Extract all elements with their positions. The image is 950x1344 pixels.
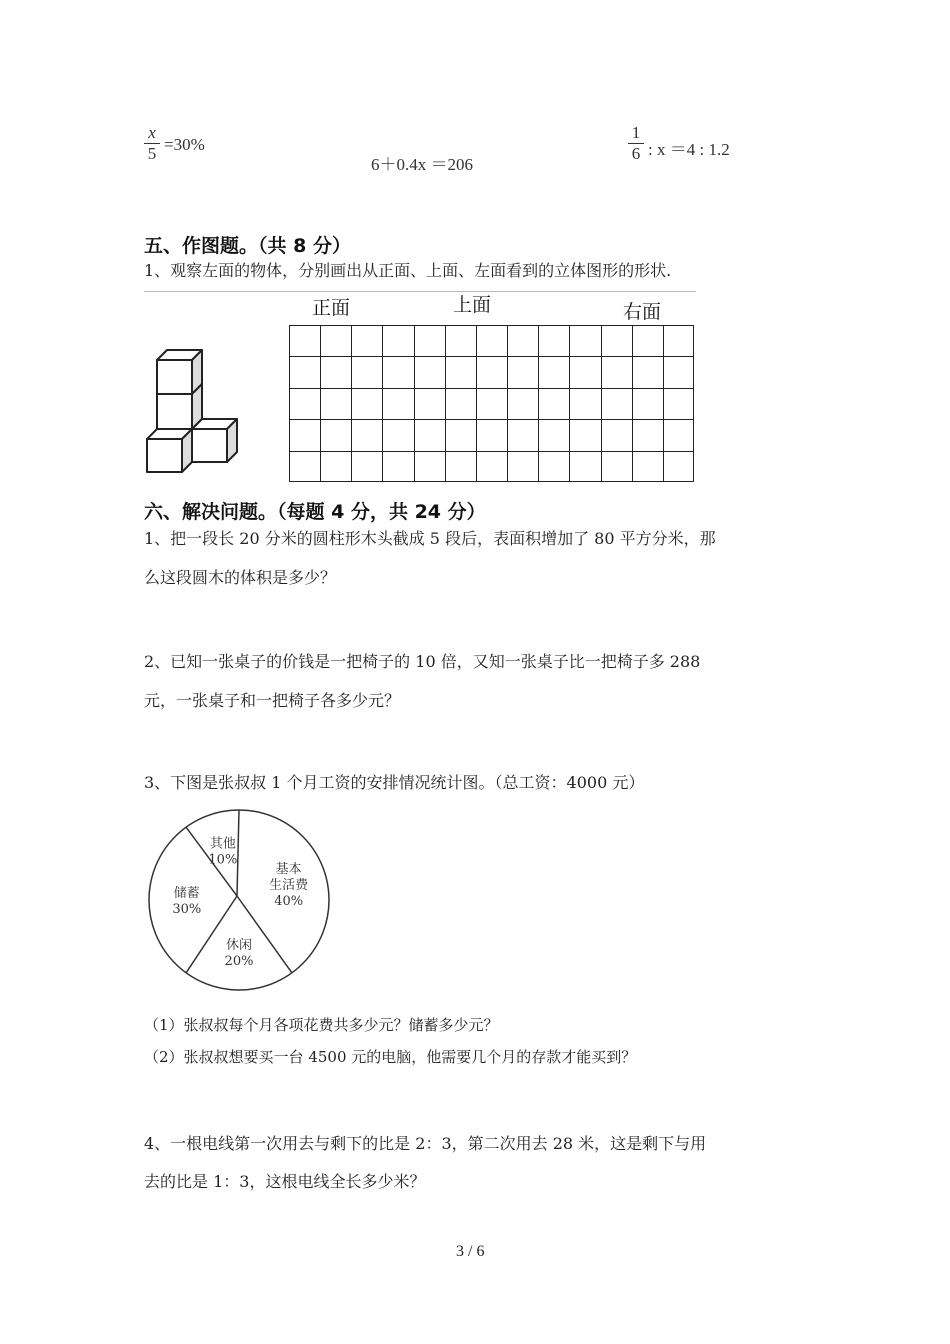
grid-line: [569, 326, 570, 481]
grid-line: [351, 326, 352, 481]
cube-face: [157, 360, 192, 394]
pie-label-text: 储蓄: [173, 886, 200, 901]
pie-label-text: 基本: [275, 861, 302, 877]
grid-line: [663, 326, 664, 481]
grid-line: [445, 326, 446, 481]
grid-line: [290, 388, 693, 389]
eq3-numerator: 1: [631, 123, 641, 142]
section6-q3-sub2: （2）张叔叔想要买一台 4500 元的电脑，他需要几个月的存款才能买到？: [144, 1048, 637, 1066]
grid-line: [290, 419, 693, 420]
pie-slice-label: [208, 835, 237, 867]
grid-line: [382, 326, 383, 481]
section6-q3-sub1: （1）张叔叔每个月各项花费共多少元？储蓄多少元？: [144, 1016, 499, 1034]
section6-q4-line1: 4、一根电线第一次用去与剩下的比是 2：3，第二次用去 28 米，这是剩下与用: [144, 1134, 707, 1153]
pie-label-text: 40%: [274, 893, 304, 909]
eq1-denominator: 5: [147, 144, 157, 163]
pie-label-text: 10%: [208, 852, 238, 868]
cube-face: [147, 439, 182, 472]
label-right: 右面: [623, 301, 662, 323]
eq3-rhs: : x ＝4 : 1.2: [648, 140, 730, 159]
section6-q3: 3、下图是张叔叔 1 个月工资的安排情况统计图。（总工资：4000 元）: [144, 773, 645, 792]
grid-line: [507, 326, 508, 481]
pie-label-text: 20%: [224, 954, 254, 970]
eq1-numerator: x: [148, 123, 156, 142]
section5-heading: 五、作图题。（共 8 分）: [144, 235, 351, 257]
grid-line: [476, 326, 477, 481]
eq3-fraction: [628, 124, 644, 163]
section6-q1-line1: 1、把一段长 20 分米的圆柱形木头截成 5 段后，表面积增加了 80 平方分米，那: [144, 529, 716, 548]
section6-q2-line2: 元，一张桌子和一把椅子各多少元？: [144, 691, 401, 710]
eq3-denominator: 6: [631, 144, 641, 163]
grid-line: [320, 326, 321, 481]
cube-face: [192, 429, 227, 462]
grid-line: [538, 326, 539, 481]
grid-line: [290, 451, 693, 452]
grid-line: [601, 326, 602, 481]
cube-face: [157, 394, 192, 429]
divider-line: [144, 291, 696, 292]
section5-q1: 1、观察左面的物体，分别画出从正面、上面、左面看到的立体图形的形状.: [144, 261, 672, 280]
pie-label-text: 其他: [209, 836, 236, 852]
section6-heading: 六、解决问题。（每题 4 分，共 24 分）: [144, 501, 486, 523]
eq1-rhs: =30%: [164, 135, 205, 154]
eq2: 6＋0.4x ＝206: [371, 155, 473, 174]
cube-figure: [140, 340, 245, 480]
grid-line: [290, 356, 693, 357]
grid-line: [414, 326, 415, 481]
pie-chart: [146, 802, 336, 998]
drawing-grid: [289, 325, 694, 482]
pie-slice-label: [225, 937, 254, 969]
section6-q4-line2: 去的比是 1：3，这根电线全长多少米？: [144, 1172, 426, 1191]
eq1-fraction: [144, 124, 160, 163]
section6-q2-line1: 2、已知一张桌子的价钱是一把椅子的 10 倍，又知一张桌子比一把椅子多 288: [144, 652, 701, 671]
grid-line: [632, 326, 633, 481]
label-front: 正面: [312, 297, 351, 319]
pie-label-text: 生活费: [269, 877, 309, 893]
label-top: 上面: [453, 294, 492, 316]
section6-q1-line2: 么这段圆木的体积是多少？: [144, 568, 337, 587]
pie-label-text: 30%: [172, 902, 202, 917]
page-number: 3 / 6: [456, 1243, 485, 1260]
pie-label-text: 休闲: [225, 938, 253, 954]
